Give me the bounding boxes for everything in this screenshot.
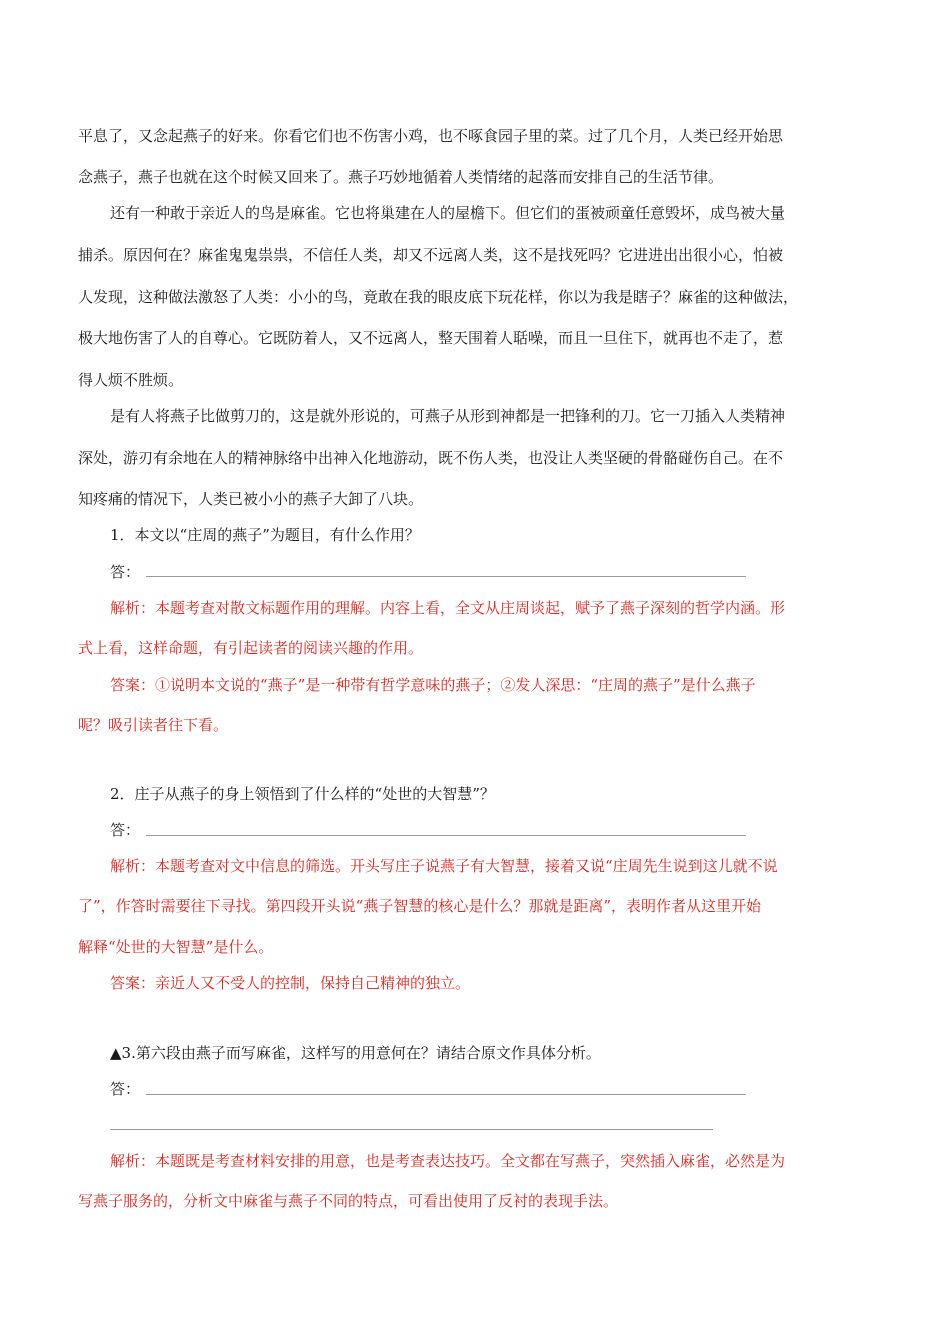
- analysis-text: 了”，作答时需要往下寻找。第四段开头说“燕子智慧的核心是什么？那就是距离”，表明作者从这里开始: [78, 897, 762, 915]
- text-line: 捕杀。原因何在？麻雀鬼鬼祟祟，不信任人类，却又不远离人类，这不是找死吗？它进进出出很小心，怕被: [78, 246, 784, 264]
- text-line: 是有人将燕子比做剪刀的，这是就外形说的，可燕子从形到神都是一把锋利的刀。它一刀插入人类精神: [110, 407, 786, 425]
- text-line: 念燕子，燕子也就在这个时候又回来了。燕子巧妙地循着人类情绪的起落而安排自己的生活节律。: [78, 168, 724, 186]
- analysis-text: 解释“处世的大智慧”是什么。: [78, 938, 274, 956]
- answer-line[interactable]: [146, 835, 746, 836]
- analysis-text: 解析：本题考查对散文标题作用的理解。内容上看，全文从庄周谈起，赋予了燕子深刻的哲学内涵。形: [110, 599, 786, 617]
- analysis-text: 解析：本题既是考查材料安排的用意，也是考查表达技巧。全文都在写燕子，突然插入麻雀，必然是为: [110, 1152, 786, 1170]
- answer-text: 答案：①说明本文说的“燕子”是一种带有哲学意味的燕子；②发人深思：“庄周的燕子”是什么燕子: [110, 676, 756, 694]
- text-line: 得人烦不胜烦。: [78, 371, 184, 389]
- text-line: 深处，游刃有余地在人的精神脉络中出神入化地游动，既不伤人类，也没让人类坚硬的骨骼碰伤自己。在不: [78, 449, 784, 467]
- answer-line[interactable]: [146, 1094, 746, 1095]
- text-line: 还有一种敢于亲近人的鸟是麻雀。它也将巢建在人的屋檐下。但它们的蛋被顽童任意毁坏，成鸟被大量: [110, 204, 786, 222]
- question-text: ▲3.第六段由燕子而写麻雀，这样写的用意何在？请结合原文作具体分析。: [110, 1044, 601, 1062]
- question-text: 2．庄子从燕子的身上领悟到了什么样的“处世的大智慧”？: [110, 785, 495, 803]
- question-text: 1．本文以“庄周的燕子”为题目，有什么作用？: [110, 526, 420, 544]
- answer-text: 答案：亲近人又不受人的控制，保持自己精神的独立。: [110, 974, 471, 992]
- answer-line[interactable]: [110, 1129, 713, 1130]
- answer-text: 呢？吸引读者往下看。: [78, 716, 229, 734]
- text-line: 知疼痛的情况下，人类已被小小的燕子大卸了八块。: [78, 490, 424, 508]
- analysis-text: 解析：本题考查对文中信息的筛选。开头写庄子说燕子有大智慧，接着又说“庄周先生说到这儿就不说: [110, 857, 778, 875]
- answer-line[interactable]: [146, 576, 746, 577]
- answer-label: 答：: [110, 1080, 141, 1098]
- answer-label: 答：: [110, 563, 141, 581]
- text-line: 人发现，这种做法激怒了人类：小小的鸟，竟敢在我的眼皮底下玩花样，你以为我是瞎子？麻雀的这种做法，: [78, 288, 799, 306]
- analysis-text: 写燕子服务的，分析文中麻雀与燕子不同的特点，可看出使用了反衬的表现手法。: [78, 1192, 619, 1210]
- text-line: 极大地伤害了人的自尊心。它既防着人，又不远离人，整天围着人聒噪，而且一旦住下，就再也不走了，惹: [78, 329, 784, 347]
- answer-label: 答：: [110, 821, 141, 839]
- text-line: 平息了，又念起燕子的好来。你看它们也不伤害小鸡，也不啄食园子里的菜。过了几个月，人类已经开始思: [78, 127, 784, 145]
- analysis-text: 式上看，这样命题，有引起读者的阅读兴趣的作用。: [78, 639, 424, 657]
